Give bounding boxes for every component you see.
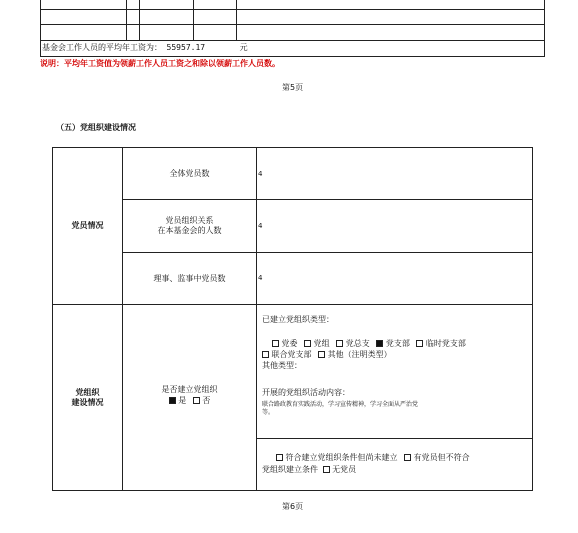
joint-branch-label: 联合党支部: [271, 350, 312, 359]
general-branch-checkbox[interactable]: [336, 340, 343, 347]
other-type-checkbox[interactable]: [318, 351, 325, 358]
org-type-options-line2: [262, 350, 392, 360]
avg-salary-value: 55957.17: [166, 43, 206, 52]
eligible-not-established-label: 符合建立党组织条件但尚未建立: [285, 453, 398, 462]
establish-condition-label: 党组织建立条件: [262, 465, 318, 474]
other-type-field-label: 其他类型：: [262, 361, 302, 370]
org-section-header-line1: 党组织: [75, 387, 100, 397]
party-committee-label: 党委: [281, 339, 298, 348]
party-group-checkbox[interactable]: [304, 340, 311, 347]
eligible-not-established-checkbox[interactable]: [276, 454, 283, 461]
avg-salary-row: [42, 43, 248, 53]
org-type-title: 已建立党组织类型：: [262, 315, 334, 324]
established-question: [123, 385, 256, 406]
other-type-label: 其他（注明类型）: [327, 350, 392, 359]
yes-label: 是: [178, 396, 187, 405]
members-not-eligible-checkbox[interactable]: [404, 454, 411, 461]
party-branch-label: 党支部: [385, 339, 410, 348]
total-members-value: 4: [258, 170, 263, 178]
members-not-eligible-label: 有党员但不符合: [413, 453, 470, 462]
salary-note: 说明：平均年工资值为领薪工作人员工资之和除以领薪工作人员数。: [40, 59, 280, 68]
not-established-line1: [262, 453, 470, 463]
activities-text: [262, 401, 418, 418]
established-question-label: 是否建立党组织: [161, 385, 218, 394]
party-group-label: 党组: [313, 339, 330, 348]
section-title: （五）党组织建设情况: [56, 123, 136, 132]
avg-salary-label: 基金会工作人员的平均年工资为：: [42, 43, 162, 52]
joint-branch-checkbox[interactable]: [262, 351, 269, 358]
no-checkbox[interactable]: [193, 397, 200, 404]
members-in-foundation-label: [123, 200, 256, 252]
not-established-line2: [262, 465, 356, 475]
yes-checkbox[interactable]: [169, 397, 176, 404]
page-number-5: 第5页: [282, 83, 304, 92]
no-members-label: 无党员: [332, 465, 357, 474]
org-section-header: [53, 305, 122, 490]
general-branch-label: 党总支: [345, 339, 370, 348]
activities-text-line1: 联合路政教育实践活动，学习宣传精神，学习全面从严治党: [262, 401, 419, 408]
avg-salary-unit: 元: [239, 43, 248, 52]
total-members-label: 全体党员数: [169, 168, 210, 178]
members-in-foundation-label-line1: 党员组织关系: [165, 216, 214, 225]
board-members-value: 4: [258, 274, 263, 282]
no-label: 否: [202, 396, 211, 405]
member-section-header: 党员情况: [71, 221, 104, 230]
members-in-foundation-label-line2: 在本基金会的人数: [157, 226, 222, 235]
temporary-branch-checkbox[interactable]: [416, 340, 423, 347]
members-in-foundation-value: 4: [258, 222, 263, 230]
activities-text-line2: 等。: [262, 409, 275, 417]
activities-title: 开展的党组织活动内容：: [262, 388, 350, 397]
no-members-checkbox[interactable]: [323, 466, 330, 473]
org-section-header-line2: 建设情况: [71, 397, 104, 407]
board-members-label: 理事、监事中党员数: [153, 273, 226, 283]
page-number-6: 第6页: [282, 502, 304, 511]
temporary-branch-label: 临时党支部: [425, 339, 466, 348]
party-committee-checkbox[interactable]: [272, 340, 279, 347]
party-branch-checkbox[interactable]: [376, 340, 383, 347]
org-type-options-line1: [262, 339, 466, 349]
